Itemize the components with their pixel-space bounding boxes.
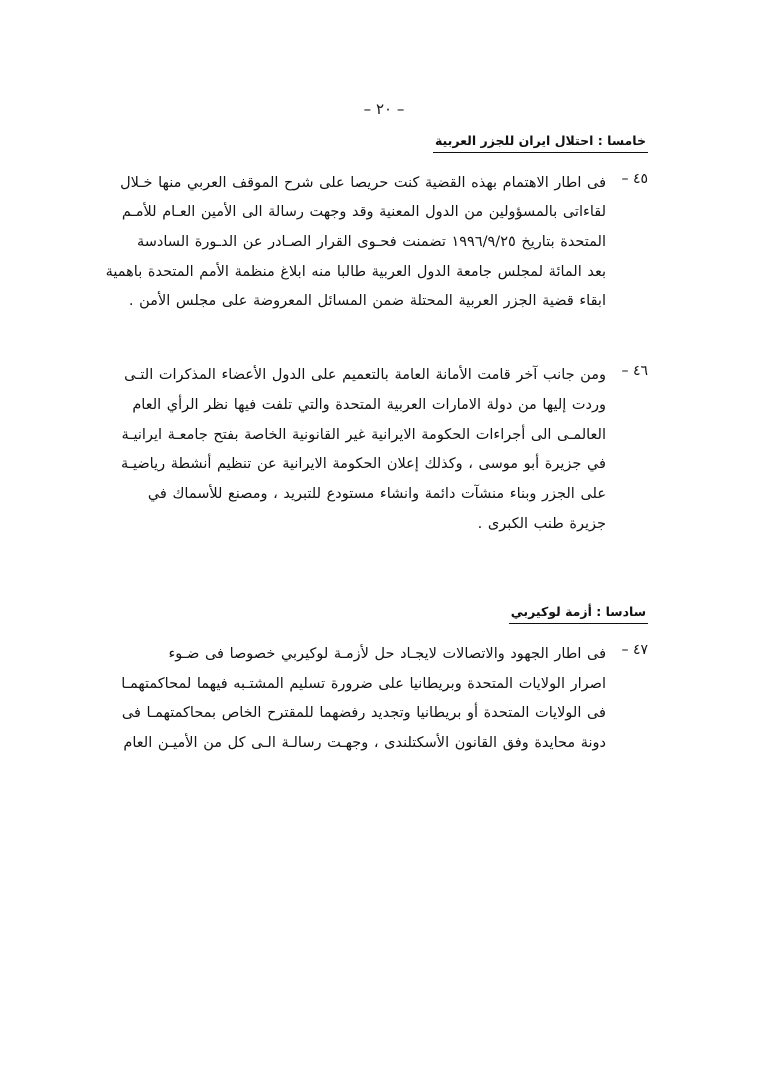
section-heading-fifth: [120, 132, 648, 155]
paragraph-47-number: ٤٧ –: [621, 641, 648, 658]
paragraph-46-body: [120, 361, 606, 539]
page-number: – ٢٠ –: [363, 100, 405, 118]
paragraph-47-line-3: فى الولايات المتحدة أو بريطانيا وتجديد رفضهما للمقترح الخاص بمحاكمتهمـا فى: [121, 705, 606, 722]
paragraph-47-line-1: فى اطار الجهود والاتصالات لايجـاد حل لأزمـة لوكيربي خصوصا فى ضـوء: [168, 645, 606, 662]
paragraph-47-line-4: دونة محايدة وفق القانون الأسكتلندى ، وجهـت رسالـة الـى كل من الأميـن العام: [123, 735, 606, 752]
paragraph-46: [120, 361, 648, 539]
section-heading-sixth: [120, 603, 648, 626]
paragraph-47: [120, 640, 648, 759]
page-content: [105, 132, 648, 785]
paragraph-spacer-1: [120, 343, 648, 361]
paragraph-46-number: ٤٦ –: [621, 363, 648, 380]
paragraph-47-body: [120, 640, 606, 759]
paragraph-45: [105, 169, 648, 318]
paragraph-45-number: ٤٥ –: [621, 170, 648, 187]
paragraph-45-line-5: ابقاء قضية الجزر العربية المحتلة ضمن المسائل المعروضة على مجلس الأمن .: [128, 293, 606, 310]
section-spacer: [120, 565, 648, 599]
section-heading-fifth-text: خامسا : احتلال ايران للجزر العربية: [433, 132, 648, 153]
paragraph-45-line-3: المتحدة بتاريخ ١٩٩٦/٩/٢٥ تضمنت فحـوى القرار الصـادر عن الدـورة السادسة: [137, 233, 606, 250]
paragraph-45-line-4: بعد المائة لمجلس جامعة الدول العربية طالبا منه ابلاغ منظمة الأمم المتحدة باهمية: [105, 263, 606, 280]
paragraph-46-line-5: على الجزر وبناء منشآت دائمة وانشاء مستودع للتبريد ، ومصنع للأسماك في: [147, 485, 606, 502]
paragraph-46-line-2: وردت إليها من دولة الامارات العربية المتحدة والتي تلفت فيها نظر الرأي العام: [132, 396, 606, 413]
paragraph-46-line-4: في جزيرة أبو موسى ، وكذلك إعلان الحكومة الايرانية عن تنظيم أنشطة رياضيـة: [120, 456, 606, 473]
section-heading-sixth-text: سادسا : أزمة لوكيربي: [509, 603, 648, 624]
paragraph-46-line-3: العالمـى الى أجراءات الحكومة الايرانية غير القانونية الخاصة بفتح جامعـة ايرانيـة: [121, 426, 606, 443]
paragraph-46-line-6: جزيرة طنب الكبرى .: [477, 515, 606, 532]
paragraph-45-body: [106, 169, 606, 318]
paragraph-45-line-2: لقاءاتى بالمسؤولين من الدول المعنية وقد وجهت رسالة الى الأمين العـام للأمـم: [121, 204, 606, 221]
paragraph-46-line-1: ومن جانب آخر قامت الأمانة العامة بالتعميم على الدول الأعضاء المذكرات التـى: [124, 367, 606, 384]
paragraph-47-line-2: اصرار الولايات المتحدة وبريطانيا على ضرورة تسليم المشتـبه فيهما لمحاكمتهمـا: [121, 675, 606, 692]
paragraph-45-line-1: فى اطار الاهتمام بهذه القضية كنت حريصا على شرح الموقف العربي منها خـلال: [120, 174, 606, 191]
